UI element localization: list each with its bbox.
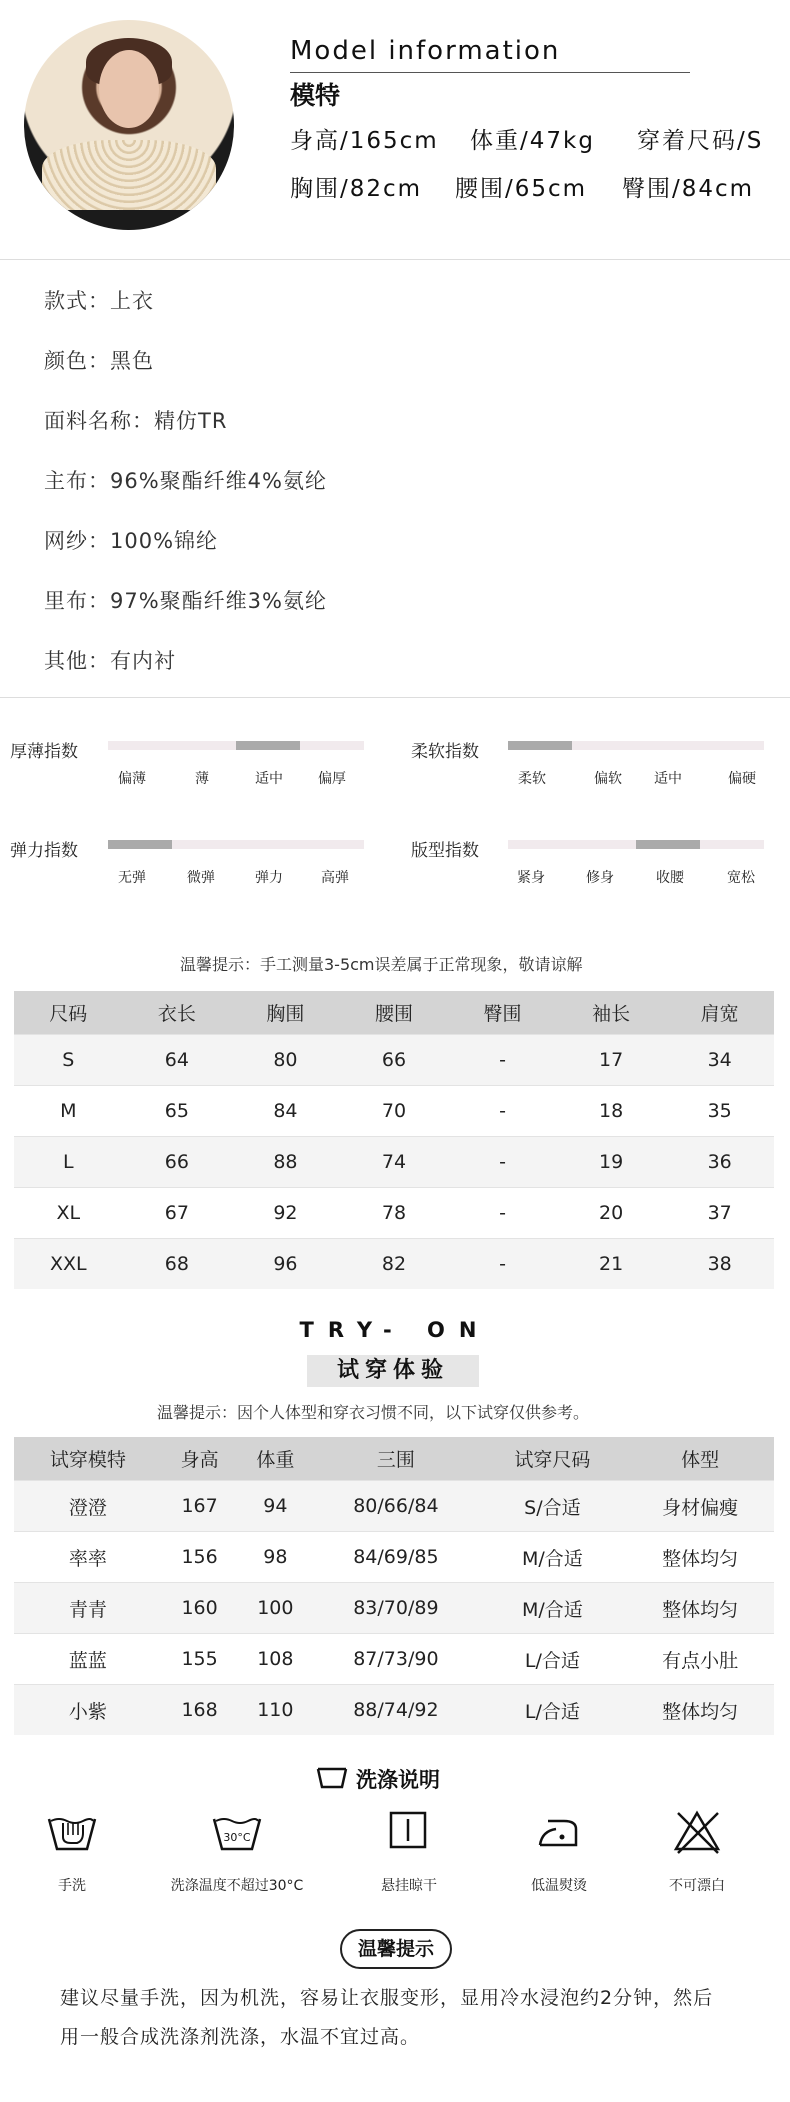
index-tick: 偏薄 (118, 771, 146, 787)
spec-mesh: 网纱：100%锦纶 (44, 529, 219, 553)
spec-other: 其他：有内衬 (44, 649, 176, 673)
table-cell: 65 (123, 1086, 232, 1137)
wash-item-30 (162, 1807, 312, 1895)
table-cell: 98 (237, 1532, 313, 1583)
wash-item-hang (334, 1807, 484, 1895)
model-avatar (24, 20, 234, 230)
col-header: 腰围 (340, 991, 449, 1035)
notice-line-1: 建议尽量手洗，因为机洗，容易让衣服变形，显用冷水浸泡约2分钟，然后 (60, 1987, 714, 2009)
table-row (14, 1239, 774, 1290)
index-tick: 微弹 (187, 870, 215, 886)
table-cell: 64 (123, 1035, 232, 1086)
index-bar (508, 741, 764, 750)
table-row (14, 1634, 774, 1685)
col-header: 尺码 (14, 991, 123, 1035)
table-row (14, 1685, 774, 1736)
col-header: 试穿尺码 (479, 1437, 627, 1481)
table-row (14, 1532, 774, 1583)
avatar-lace-top (42, 140, 216, 210)
spec-fabric: 面料名称：精仿TR (44, 409, 228, 433)
spec-lining: 里布：97%聚酯纤维3%氨纶 (44, 589, 327, 613)
index-label: 弹力指数 (10, 841, 78, 861)
table-cell: 38 (665, 1239, 774, 1290)
table-cell: XL (14, 1188, 123, 1239)
wash-label: 不可漂白 (669, 1878, 725, 1894)
table-cell: 83/70/89 (313, 1583, 478, 1634)
spec-style: 款式：上衣 (44, 289, 154, 313)
table-cell: 88/74/92 (313, 1685, 478, 1736)
index-bar (508, 840, 764, 849)
table-cell: 155 (162, 1634, 238, 1685)
table-cell: 身材偏瘦 (626, 1481, 774, 1532)
table-cell: 80/66/84 (313, 1481, 478, 1532)
index-tick: 偏软 (594, 771, 622, 787)
model-hip: 臀围/84cm (622, 176, 755, 202)
table-cell: 19 (557, 1137, 666, 1188)
table-cell: 蓝蓝 (14, 1634, 162, 1685)
col-header: 体重 (237, 1437, 313, 1481)
size-tip: 温馨提示：手工测量3-5cm误差属于正常现象，敬请谅解 (180, 955, 583, 974)
table-cell: 17 (557, 1035, 666, 1086)
basin-icon (316, 1765, 348, 1789)
table-row (14, 1188, 774, 1239)
table-cell: 87/73/90 (313, 1634, 478, 1685)
col-header: 胸围 (231, 991, 340, 1035)
notice-line-2: 用一般合成洗涤剂洗涤，水温不宜过高。 (60, 2026, 421, 2048)
table-cell: - (448, 1239, 557, 1290)
table-cell: - (448, 1086, 557, 1137)
index-bar (108, 840, 364, 849)
col-header: 三围 (313, 1437, 478, 1481)
col-header: 袖长 (557, 991, 666, 1035)
table-cell: 84/69/85 (313, 1532, 478, 1583)
table-cell: 74 (340, 1137, 449, 1188)
table-cell: 80 (231, 1035, 340, 1086)
tryon-title-en: TRY- ON (299, 1318, 491, 1342)
table-cell: 整体均匀 (626, 1685, 774, 1736)
table-cell: L/合适 (479, 1685, 627, 1736)
index-bar-selected (108, 840, 172, 849)
index-bar-selected (508, 741, 572, 750)
table-cell: L/合适 (479, 1634, 627, 1685)
col-header: 体型 (626, 1437, 774, 1481)
table-cell: 96 (231, 1239, 340, 1290)
index-tick: 高弹 (321, 870, 349, 886)
table-cell: 整体均匀 (626, 1583, 774, 1634)
tryon-table-header (14, 1437, 774, 1481)
table-cell: S (14, 1035, 123, 1086)
tryon-title-cn: 试穿体验 (336, 1358, 449, 1383)
col-header: 臀围 (448, 991, 557, 1035)
table-cell: 18 (557, 1086, 666, 1137)
model-bust: 胸围/82cm (290, 176, 423, 202)
hand-wash-icon (0, 1807, 147, 1859)
table-cell: 21 (557, 1239, 666, 1290)
model-height: 身高/165cm (290, 128, 439, 154)
low-iron-icon (484, 1807, 634, 1859)
index-tick: 弹力 (255, 870, 283, 886)
table-cell: 整体均匀 (626, 1532, 774, 1583)
table-cell: 67 (123, 1188, 232, 1239)
table-cell: M/合适 (479, 1583, 627, 1634)
index-bar (108, 741, 364, 750)
index-tick: 适中 (654, 771, 682, 787)
title-divider (290, 72, 690, 73)
wash-label: 手洗 (58, 1878, 86, 1894)
tryon-table (14, 1437, 774, 1735)
table-cell: - (448, 1035, 557, 1086)
table-cell: 110 (237, 1685, 313, 1736)
table-cell: 澄澄 (14, 1481, 162, 1532)
index-tick: 紧身 (517, 870, 545, 886)
table-cell: 37 (665, 1188, 774, 1239)
table-cell: 108 (237, 1634, 313, 1685)
size-table (14, 991, 774, 1289)
wash-item-iron (484, 1807, 634, 1895)
index-tick: 偏厚 (318, 771, 346, 787)
table-cell: 有点小肚 (626, 1634, 774, 1685)
index-bar-selected (636, 840, 700, 849)
table-cell: 94 (237, 1481, 313, 1532)
wash-temp-badge: 30°C (223, 1831, 251, 1844)
table-row (14, 1086, 774, 1137)
table-cell: 68 (123, 1239, 232, 1290)
table-cell: 66 (123, 1137, 232, 1188)
table-cell: 160 (162, 1583, 238, 1634)
index-tick: 修身 (586, 870, 614, 886)
model-waist: 腰围/65cm (455, 176, 588, 202)
model-weight: 体重/47kg (470, 128, 595, 154)
index-tick: 薄 (195, 771, 209, 787)
wash-label: 洗涤温度不超过30°C (170, 1878, 304, 1894)
table-cell: - (448, 1188, 557, 1239)
index-tick: 偏硬 (728, 771, 756, 787)
table-cell: 84 (231, 1086, 340, 1137)
table-cell: 82 (340, 1239, 449, 1290)
table-cell: 168 (162, 1685, 238, 1736)
table-cell: 35 (665, 1086, 774, 1137)
table-cell: 167 (162, 1481, 238, 1532)
wash-item-bleach (622, 1807, 772, 1895)
table-cell: 78 (340, 1188, 449, 1239)
index-label: 版型指数 (411, 841, 479, 861)
wash-label: 悬挂晾干 (381, 1878, 437, 1894)
table-cell: 36 (665, 1137, 774, 1188)
table-cell: 小紫 (14, 1685, 162, 1736)
no-bleach-icon (622, 1807, 772, 1859)
col-header: 试穿模特 (14, 1437, 162, 1481)
tryon-tip: 温馨提示：因个人体型和穿衣习惯不同，以下试穿仅供参考。 (157, 1403, 590, 1422)
table-cell: - (448, 1137, 557, 1188)
table-cell: 青青 (14, 1583, 162, 1634)
table-cell: L (14, 1137, 123, 1188)
table-row (14, 1137, 774, 1188)
col-header: 身高 (162, 1437, 238, 1481)
table-cell: 率率 (14, 1532, 162, 1583)
index-tick: 收腰 (656, 870, 684, 886)
table-cell: XXL (14, 1239, 123, 1290)
divider (0, 259, 790, 260)
table-cell: 156 (162, 1532, 238, 1583)
table-cell: 34 (665, 1035, 774, 1086)
model-size: 穿着尺码/S (637, 128, 764, 154)
spec-color: 颜色：黑色 (44, 349, 154, 373)
col-header: 衣长 (123, 991, 232, 1035)
index-tick: 无弹 (118, 870, 146, 886)
wash-title: 洗涤说明 (356, 1768, 440, 1792)
index-bar-selected (236, 741, 300, 750)
table-cell: 100 (237, 1583, 313, 1634)
index-label: 柔软指数 (411, 742, 479, 762)
table-row (14, 1583, 774, 1634)
divider (0, 697, 790, 698)
table-cell: 70 (340, 1086, 449, 1137)
table-row (14, 1481, 774, 1532)
size-table-header (14, 991, 774, 1035)
hang-dry-icon (334, 1807, 484, 1859)
model-info-title: Model information (290, 36, 561, 66)
table-cell: M (14, 1086, 123, 1137)
index-tick: 宽松 (727, 870, 755, 886)
table-cell: M/合适 (479, 1532, 627, 1583)
table-cell: 88 (231, 1137, 340, 1188)
index-tick: 适中 (255, 771, 283, 787)
table-cell: 92 (231, 1188, 340, 1239)
avatar-face (99, 50, 159, 128)
col-header: 肩宽 (665, 991, 774, 1035)
notice-title: 温馨提示 (357, 1938, 434, 1960)
table-row (14, 1035, 774, 1086)
table-cell: 66 (340, 1035, 449, 1086)
table-cell: 20 (557, 1188, 666, 1239)
index-tick: 柔软 (518, 771, 546, 787)
model-info-subtitle: 模特 (290, 81, 341, 110)
index-label: 厚薄指数 (10, 742, 78, 762)
wash-30-icon (162, 1807, 312, 1859)
table-cell: S/合适 (479, 1481, 627, 1532)
wash-item-hand (0, 1807, 147, 1895)
spec-main-cloth: 主布：96%聚酯纤维4%氨纶 (44, 469, 327, 493)
wash-label: 低温熨烫 (531, 1878, 587, 1894)
